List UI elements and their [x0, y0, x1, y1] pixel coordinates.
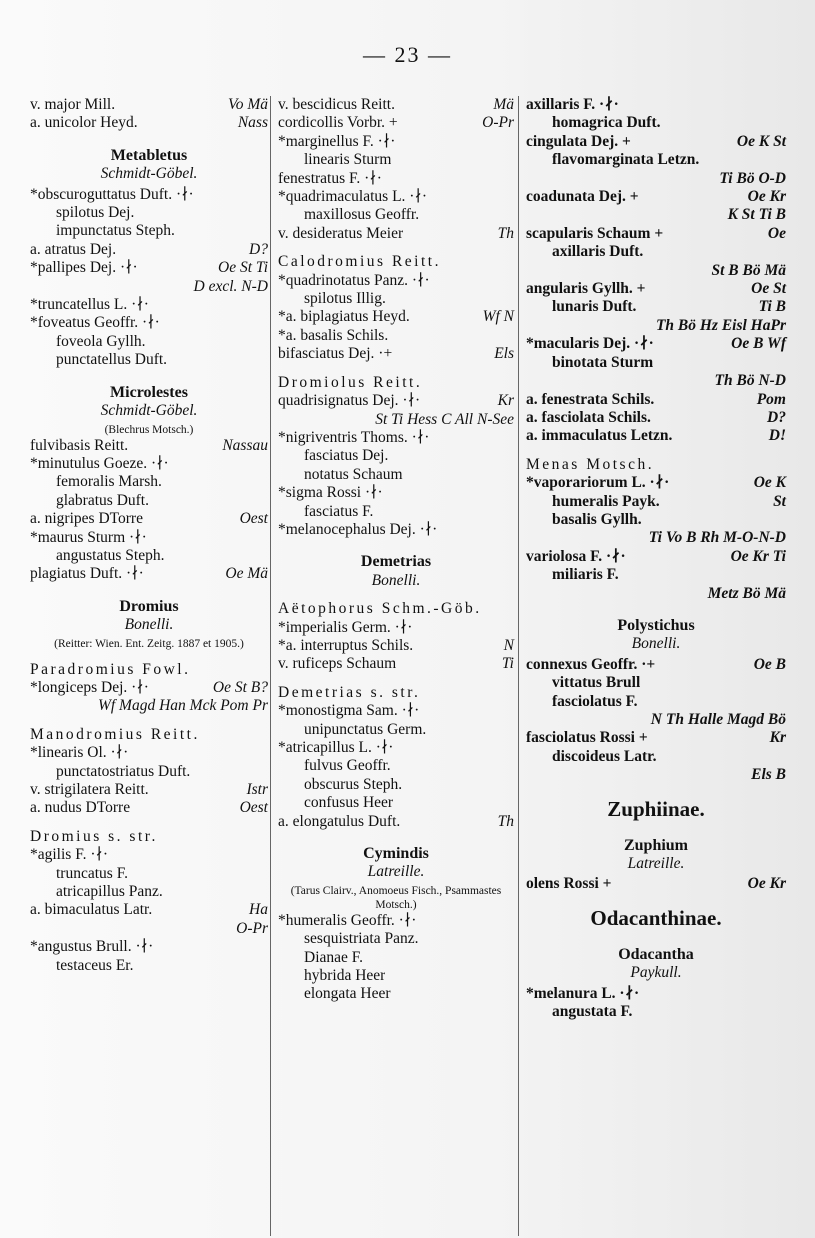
species-line — [526, 133, 786, 151]
species-line — [526, 766, 786, 784]
species-line — [278, 114, 514, 132]
taxon-name: binotata Sturm — [552, 353, 654, 371]
species-line — [30, 278, 268, 296]
taxon-name: v. bescidicus Reitt. — [278, 96, 395, 113]
column-middle — [278, 96, 514, 1004]
distribution-note: Oest — [239, 510, 268, 528]
column-right — [526, 96, 786, 1021]
distribution-note: Nassau — [222, 436, 268, 454]
genus-heading: Metabletus — [110, 146, 188, 164]
taxon-name: discoideus Latr. — [552, 747, 657, 765]
species-line — [30, 744, 268, 762]
genus-heading: Zuphium — [623, 836, 689, 854]
taxon-name: basalis Gyllh. — [552, 510, 642, 528]
taxon-name: fulvibasis Reitt. — [30, 436, 129, 454]
taxon-name: vittatus Brull — [552, 674, 641, 692]
distribution-note: Nass — [237, 114, 268, 132]
column-rule-left — [270, 96, 271, 1236]
species-line — [526, 262, 786, 280]
taxon-name: unipunctatus Germ. — [304, 720, 427, 738]
species-line — [278, 206, 514, 224]
taxon-name: punctatellus Duft. — [56, 351, 168, 369]
species-line — [278, 392, 514, 410]
taxon-name: *humeralis Geoffr. ·∤· — [278, 911, 417, 929]
taxon-name: angularis Gyllh. + — [526, 280, 646, 298]
distribution-note: Th Bö N-D — [714, 372, 786, 390]
taxon-name: *quadrimaculatus L. ·∤· — [278, 188, 428, 206]
species-line — [278, 411, 514, 429]
species-line — [30, 799, 268, 817]
species-line — [526, 529, 786, 547]
distribution-note: D? — [249, 240, 268, 258]
taxon-name: v. strigilatera Reitt. — [30, 781, 149, 798]
taxon-name: *minutulus Goeze. ·∤· — [30, 454, 169, 472]
species-line — [30, 510, 268, 528]
taxon-name: axillaris Duft. — [552, 243, 644, 261]
author-name: Latreille. — [627, 855, 685, 873]
taxon-name: *nigriventris Thoms. ·∤· — [278, 428, 430, 446]
taxon-name: *monostigma Sam. ·∤· — [278, 702, 420, 720]
species-line — [526, 170, 786, 188]
distribution-note: Oe K St — [736, 132, 786, 150]
author-name: Paykull. — [630, 964, 682, 982]
taxon-name: punctatostriatus Duft. — [56, 762, 191, 780]
distribution-note: Ti — [501, 655, 514, 673]
taxon-name: bifasciatus Dej. ·+ — [278, 345, 393, 363]
taxon-name: quadrisignatus Dej. ·∤· — [278, 392, 421, 410]
taxon-name: *longiceps Dej. ·∤· — [30, 678, 149, 696]
subgenus-heading: Aëtophorus Schm.-Göb. — [278, 600, 482, 618]
species-line — [30, 901, 268, 919]
species-line — [278, 949, 514, 967]
taxon-name: *foveatus Geoffr. ·∤· — [30, 314, 160, 332]
species-line — [30, 547, 268, 565]
distribution-note: Oe B Wf — [731, 335, 786, 353]
species-line — [278, 484, 514, 502]
species-line — [526, 151, 786, 169]
species-line — [526, 354, 786, 372]
species-line — [526, 729, 786, 747]
subgenus-heading: Demetrias s. str. — [278, 683, 421, 701]
author-name: Schmidt-Göbel. — [100, 165, 198, 183]
species-line — [278, 521, 514, 539]
species-line — [278, 721, 514, 739]
taxon-name: *vaporariorum L. ·∤· — [526, 474, 670, 492]
taxon-name: *agilis F. ·∤· — [30, 846, 109, 864]
author-name: Bonelli. — [631, 635, 681, 653]
distribution-note: N — [503, 636, 514, 654]
taxon-name: v. ruficeps Schaum — [278, 655, 397, 673]
species-line — [278, 133, 514, 151]
distribution-note: Oest — [239, 799, 268, 817]
species-line — [526, 474, 786, 492]
species-line — [30, 781, 268, 799]
species-line — [30, 529, 268, 547]
author-name: Schmidt-Göbel. — [100, 402, 198, 420]
species-line — [30, 846, 268, 864]
species-line — [30, 679, 268, 697]
species-line — [278, 757, 514, 775]
species-line — [278, 776, 514, 794]
taxon-name: fasciolatus Rossi + — [526, 729, 648, 747]
genus-heading: Polystichus — [617, 616, 695, 634]
taxon-name: angustata F. — [552, 1003, 633, 1021]
taxon-name: spilotus Illig. — [304, 290, 386, 308]
taxon-name: obscurus Steph. — [304, 775, 403, 793]
taxon-name: miliaris F. — [552, 566, 619, 584]
taxon-name: linearis Sturm — [304, 151, 392, 169]
taxon-name: atricapillus Panz. — [56, 883, 163, 901]
distribution-note: Oe St B? — [212, 678, 268, 696]
genus-heading: Dromius — [119, 597, 179, 615]
species-line — [278, 637, 514, 655]
distribution-note: Mä — [493, 96, 514, 113]
species-line — [278, 188, 514, 206]
species-line — [30, 883, 268, 901]
distribution-note: Kr — [769, 729, 786, 747]
taxon-name: notatus Schaum — [304, 465, 403, 483]
species-line — [526, 206, 786, 224]
taxon-name: confusus Heer — [304, 794, 394, 812]
species-line — [30, 222, 268, 240]
distribution-note: Kr — [497, 392, 514, 410]
distribution-note: Istr — [246, 781, 268, 798]
species-line — [278, 327, 514, 345]
species-line — [278, 151, 514, 169]
species-line — [526, 1003, 786, 1021]
species-line — [30, 437, 268, 455]
taxon-name: femoralis Marsh. — [56, 473, 162, 491]
distribution-note: Ti B — [758, 298, 786, 316]
subgenus-heading: Dromiolus Reitt. — [278, 373, 423, 391]
subgenus-heading: Menas Motsch. — [526, 455, 655, 473]
distribution-note: Oe Mä — [225, 565, 268, 583]
taxon-name: *a. interruptus Schils. — [278, 636, 414, 654]
species-line — [526, 427, 786, 445]
species-line — [526, 548, 786, 566]
species-line — [30, 186, 268, 204]
species-line — [30, 492, 268, 510]
species-line — [278, 930, 514, 948]
species-line — [526, 674, 786, 692]
taxon-name: a. atratus Dej. — [30, 240, 117, 258]
species-line — [30, 920, 268, 938]
distribution-note: Wf N — [482, 308, 514, 326]
species-line — [526, 391, 786, 409]
synonym-note: (Tarus Clairv., Anomoeus Fisch., Psammastes Motsch.) — [290, 884, 502, 911]
subfamily-heading: Odacanthinae. — [590, 905, 722, 930]
species-line — [278, 912, 514, 930]
distribution-note: Els — [494, 345, 514, 363]
species-line — [278, 272, 514, 290]
distribution-note: D excl. N-D — [193, 277, 268, 295]
species-line — [526, 298, 786, 316]
taxon-name: sesquistriata Panz. — [304, 930, 419, 948]
species-line — [526, 748, 786, 766]
species-line — [30, 241, 268, 259]
species-line — [278, 96, 514, 114]
taxon-name: angustatus Steph. — [56, 546, 165, 564]
taxon-name: a. nudus DTorre — [30, 799, 131, 817]
distribution-note: St — [773, 492, 786, 510]
species-line — [30, 114, 268, 132]
species-line — [278, 447, 514, 465]
taxon-name: coadunata Dej. + — [526, 188, 639, 206]
taxon-name: variolosa F. ·∤· — [526, 547, 626, 565]
species-line — [278, 702, 514, 720]
distribution-note: Ti Bö O-D — [719, 169, 786, 187]
species-line — [526, 96, 786, 114]
species-line — [30, 697, 268, 715]
species-line — [30, 957, 268, 975]
species-line — [278, 655, 514, 673]
species-line — [278, 985, 514, 1003]
species-line — [30, 314, 268, 332]
distribution-note: Metz Bö Mä — [707, 584, 786, 602]
taxon-name: *a. biplagiatus Heyd. — [278, 308, 410, 326]
species-line — [526, 280, 786, 298]
taxon-name: a. elongatulus Duft. — [278, 812, 401, 830]
genus-heading: Demetrias — [360, 553, 432, 571]
taxon-name: *linearis Ol. ·∤· — [30, 744, 129, 762]
taxon-name: v. desideratus Meier — [278, 224, 404, 242]
taxon-name: elongata Heer — [304, 985, 391, 1003]
distribution-note: Pom — [756, 390, 786, 408]
taxon-name: foveola Gyllh. — [56, 332, 146, 350]
taxon-name: fasciolatus F. — [552, 692, 638, 710]
species-line — [526, 372, 786, 390]
species-line — [30, 865, 268, 883]
species-line — [278, 429, 514, 447]
distribution-note: St Ti Hess C All N-See — [375, 410, 514, 428]
taxon-name: *macularis Dej. ·∤· — [526, 335, 654, 353]
taxon-name: fasciatus F. — [304, 502, 374, 520]
taxon-name: testaceus Er. — [56, 956, 134, 974]
species-line — [278, 503, 514, 521]
species-line — [278, 225, 514, 243]
taxon-name: humeralis Payk. — [552, 492, 660, 510]
taxon-name: cingulata Dej. + — [526, 132, 631, 150]
subgenus-heading: Calodromius Reitt. — [278, 253, 441, 271]
subgenus-heading: Dromius s. str. — [30, 827, 158, 845]
distribution-note: Els B — [751, 766, 786, 784]
distribution-note: Vo Mä — [227, 96, 268, 113]
species-line — [30, 204, 268, 222]
distribution-note: D! — [768, 427, 786, 445]
taxon-name: *angustus Brull. ·∤· — [30, 938, 154, 956]
taxon-name: truncatus F. — [56, 864, 128, 882]
taxon-name: a. immaculatus Letzn. — [526, 427, 673, 445]
genus-heading: Odacantha — [618, 945, 694, 963]
species-line — [526, 114, 786, 132]
species-line — [526, 493, 786, 511]
taxon-name: *melanura L. ·∤· — [526, 984, 640, 1002]
taxon-name: lunaris Duft. — [552, 298, 637, 316]
species-line — [278, 466, 514, 484]
distribution-note: Oe Kr — [747, 875, 786, 893]
taxon-name: plagiatus Duft. ·∤· — [30, 565, 144, 583]
species-line — [526, 511, 786, 529]
subfamily-heading: Zuphiinae. — [607, 796, 705, 821]
author-name: Bonelli. — [371, 571, 421, 589]
taxon-name: v. major Mill. — [30, 96, 116, 113]
species-line — [30, 455, 268, 473]
taxon-name: fenestratus F. ·∤· — [278, 169, 382, 187]
distribution-note: Oe St Ti — [218, 259, 268, 277]
species-line — [526, 985, 786, 1003]
species-line — [30, 473, 268, 491]
subgenus-heading: Paradromius Fowl. — [30, 660, 191, 678]
taxon-name: *sigma Rossi ·∤· — [278, 484, 383, 502]
page-number: — 23 — — [363, 42, 452, 67]
genus-heading: Microlestes — [110, 383, 188, 401]
author-name: Latreille. — [367, 863, 425, 881]
distribution-note: Th — [497, 224, 514, 242]
species-line — [526, 585, 786, 603]
taxon-name: scapularis Schaum + — [526, 224, 664, 242]
species-line — [30, 296, 268, 314]
species-line — [278, 290, 514, 308]
species-line — [30, 96, 268, 114]
taxon-name: a. fenestrata Schils. — [526, 390, 655, 408]
taxon-name: homagrica Duft. — [552, 114, 661, 132]
author-name: Bonelli. — [124, 616, 174, 634]
species-line — [278, 794, 514, 812]
taxon-name: hybrida Heer — [304, 967, 386, 985]
species-line — [526, 188, 786, 206]
species-line — [526, 875, 786, 893]
species-line — [30, 333, 268, 351]
distribution-note: K St Ti B — [727, 206, 786, 224]
species-line — [278, 739, 514, 757]
distribution-note: Th Bö Hz Eisl HaPr — [655, 316, 786, 334]
taxon-name: *pallipes Dej. ·∤· — [30, 259, 138, 277]
taxon-name: flavomarginata Letzn. — [552, 151, 700, 169]
species-line — [526, 693, 786, 711]
taxon-name: maxillosus Geoffr. — [304, 206, 420, 224]
taxon-name: *melanocephalus Dej. ·∤· — [278, 520, 438, 538]
distribution-note: Wf Magd Han Mck Pom Pr — [97, 697, 268, 715]
distribution-note: Oe — [767, 224, 786, 242]
species-line — [278, 345, 514, 363]
distribution-note: Oe Kr — [747, 188, 786, 206]
taxon-name: Dianae F. — [304, 948, 364, 966]
distribution-note: Oe Kr Ti — [730, 547, 786, 565]
column-left — [30, 96, 268, 975]
species-line — [526, 225, 786, 243]
species-line — [526, 335, 786, 353]
distribution-note: St B Bö Mä — [711, 261, 786, 279]
subgenus-heading: Manodromius Reitt. — [30, 725, 200, 743]
taxon-name: *truncatellus L. ·∤· — [30, 296, 149, 314]
species-line — [278, 967, 514, 985]
taxon-name: a. fasciolata Schils. — [526, 408, 651, 426]
synonym-note: (Blechrus Motsch.) — [104, 423, 194, 436]
taxon-name: *marginellus F. ·∤· — [278, 132, 396, 150]
species-line — [30, 259, 268, 277]
species-line — [278, 813, 514, 831]
species-line — [30, 565, 268, 583]
distribution-note: Oe St — [751, 280, 786, 298]
column-rule-right — [518, 96, 519, 1236]
synonym-note: (Reitter: Wien. Ent. Zeitg. 1887 et 1905.) — [54, 637, 244, 650]
taxon-name: glabratus Duft. — [56, 491, 149, 509]
taxon-name: *quadrinotatus Panz. ·∤· — [278, 271, 430, 289]
species-line — [278, 308, 514, 326]
distribution-note: N Th Halle Magd Bö — [650, 711, 786, 728]
taxon-name: connexus Geoffr. ·+ — [526, 655, 656, 673]
genus-heading: Cymindis — [363, 845, 429, 863]
species-line — [526, 243, 786, 261]
taxon-name: a. unicolor Heyd. — [30, 114, 138, 132]
taxon-name: olens Rossi + — [526, 875, 612, 893]
species-line — [278, 170, 514, 188]
species-line — [526, 711, 786, 729]
taxon-name: impunctatus Steph. — [56, 222, 175, 240]
taxon-name: *imperialis Germ. ·∤· — [278, 618, 413, 636]
taxon-name: *obscuroguttatus Duft. ·∤· — [30, 185, 194, 203]
taxon-name: a. nigripes DTorre — [30, 510, 143, 528]
species-line — [30, 763, 268, 781]
taxon-name: spilotus Dej. — [56, 204, 135, 222]
distribution-note: Oe B — [753, 655, 786, 673]
distribution-note: O-Pr — [236, 919, 268, 937]
species-line — [526, 656, 786, 674]
taxon-name: fulvus Geoffr. — [304, 757, 391, 775]
taxon-name: a. bimaculatus Latr. — [30, 901, 153, 919]
distribution-note: Th — [497, 812, 514, 830]
taxon-name: axillaris F. ·∤· — [526, 96, 619, 113]
species-line — [30, 938, 268, 956]
taxon-name: *atricapillus L. ·∤· — [278, 739, 394, 756]
taxon-name: cordicollis Vorbr. + — [278, 114, 398, 132]
species-line — [526, 566, 786, 584]
species-line — [526, 317, 786, 335]
distribution-note: Ti Vo B Rh M-O-N-D — [648, 529, 786, 547]
taxon-name: fasciatus Dej. — [304, 447, 389, 465]
distribution-note: Oe K — [753, 474, 786, 492]
distribution-note: Ha — [249, 901, 268, 919]
taxon-name: *a. basalis Schils. — [278, 326, 389, 344]
species-line — [30, 351, 268, 369]
distribution-note: O-Pr — [482, 114, 514, 132]
taxon-name: *maurus Sturm ·∤· — [30, 528, 147, 546]
distribution-note: D? — [767, 408, 786, 426]
species-line — [278, 619, 514, 637]
species-line — [526, 409, 786, 427]
